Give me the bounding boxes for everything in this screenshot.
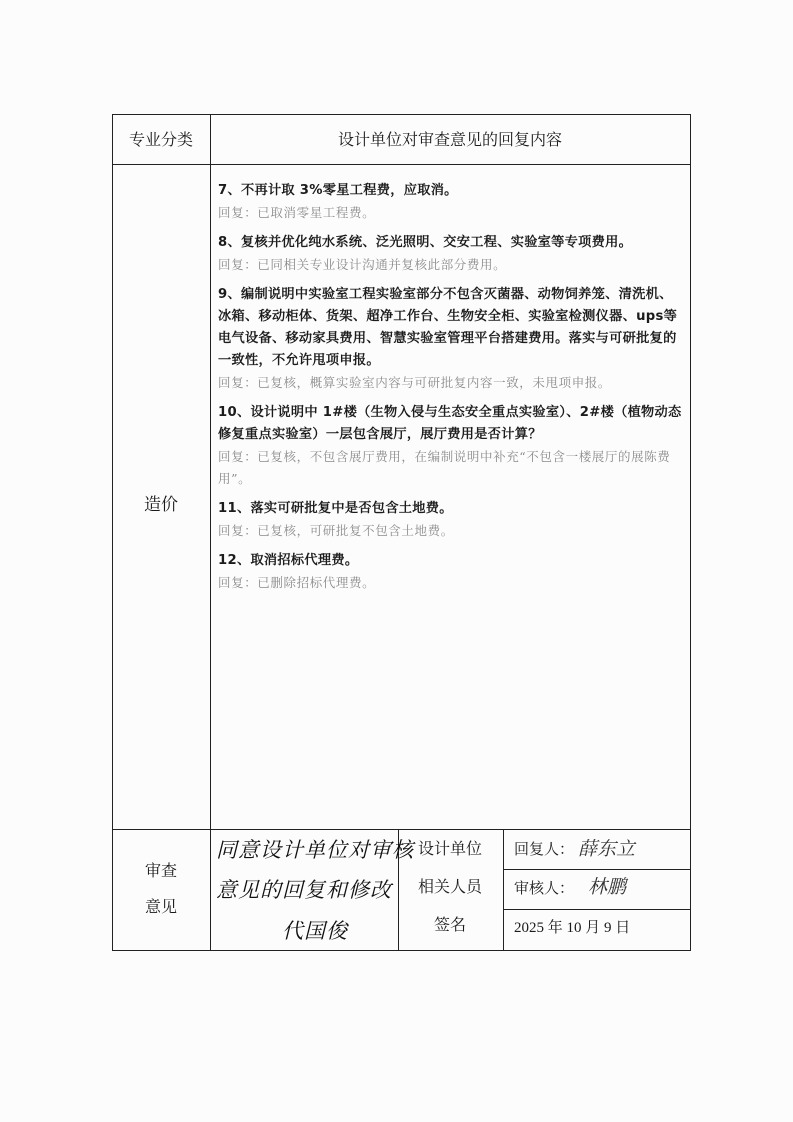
design-reply: 回复：已复核，不包含展厅费用，在编制说明中补充“不包含一楼展厅的展陈费用”。 [218, 449, 671, 486]
review-label-line2: 意见 [144, 897, 177, 916]
design-reply: 回复：已复核，概算实验室内容与可研批复内容一致，未甩项申报。 [218, 375, 612, 390]
replier-signature: 薛东立 [578, 838, 636, 860]
reply-content-list [218, 180, 686, 594]
review-question: 8、复核并优化纯水系统、泛光照明、交安工程、实验室等专项费用。 [218, 235, 633, 250]
list-item [218, 498, 686, 542]
unit-label-line1: 设计单位 [417, 839, 482, 858]
reviewer-signature: 林鹏 [588, 876, 627, 898]
review-question: 9、编制说明中实验室工程实验室部分不包含灭菌器、动物饲养笼、清洗机、冰箱、移动柜体、货架、超净工作台、生物安全柜、实验室检测仪器、ups等电气设备、移动家具费用、智慧实验室管理平台搭建费用。落实与可研批复的一致性，不允许甩项申报。 [218, 287, 678, 368]
unit-label-line3: 签名 [433, 915, 466, 934]
handwritten-opinion-line1: 同意设计单位对审核 [216, 838, 414, 862]
list-item [218, 550, 686, 594]
reviewer-label: 审核人： [514, 881, 575, 897]
list-item [218, 402, 686, 490]
header-reply-content: 设计单位对审查意见的回复内容 [337, 129, 562, 149]
replier-row [514, 838, 574, 859]
handwritten-signature: 代国俊 [282, 919, 348, 943]
list-item [218, 180, 686, 224]
header-category: 专业分类 [128, 129, 193, 149]
category-label: 造价 [144, 494, 178, 515]
review-label-line1: 审查 [144, 861, 177, 880]
review-question: 10、设计说明中 1#楼（生物入侵与生态安全重点实验室）、2#楼（植物动态修复重点实验室）一层包含展厅，展厅费用是否计算？ [218, 405, 682, 442]
handwritten-opinion-line2: 意见的回复和修改 [216, 878, 392, 902]
list-item [218, 232, 686, 276]
reviewer-row [514, 877, 574, 898]
sign-date: 2025 年 10 月 9 日 [514, 920, 631, 936]
review-question: 7、不再计取 3%零星工程费，应取消。 [218, 183, 458, 198]
design-reply: 回复：已取消零星工程费。 [218, 205, 376, 220]
list-item [218, 284, 686, 394]
design-reply: 回复：已同相关专业设计沟通并复核此部分费用。 [218, 257, 507, 272]
unit-label-line2: 相关人员 [417, 877, 482, 896]
review-question: 12、取消招标代理费。 [218, 553, 359, 568]
replier-label: 回复人： [514, 842, 575, 858]
design-reply: 回复：已复核，可研批复不包含土地费。 [218, 523, 454, 538]
design-reply: 回复：已删除招标代理费。 [218, 575, 376, 590]
review-question: 11、落实可研批复中是否包含土地费。 [218, 501, 453, 516]
